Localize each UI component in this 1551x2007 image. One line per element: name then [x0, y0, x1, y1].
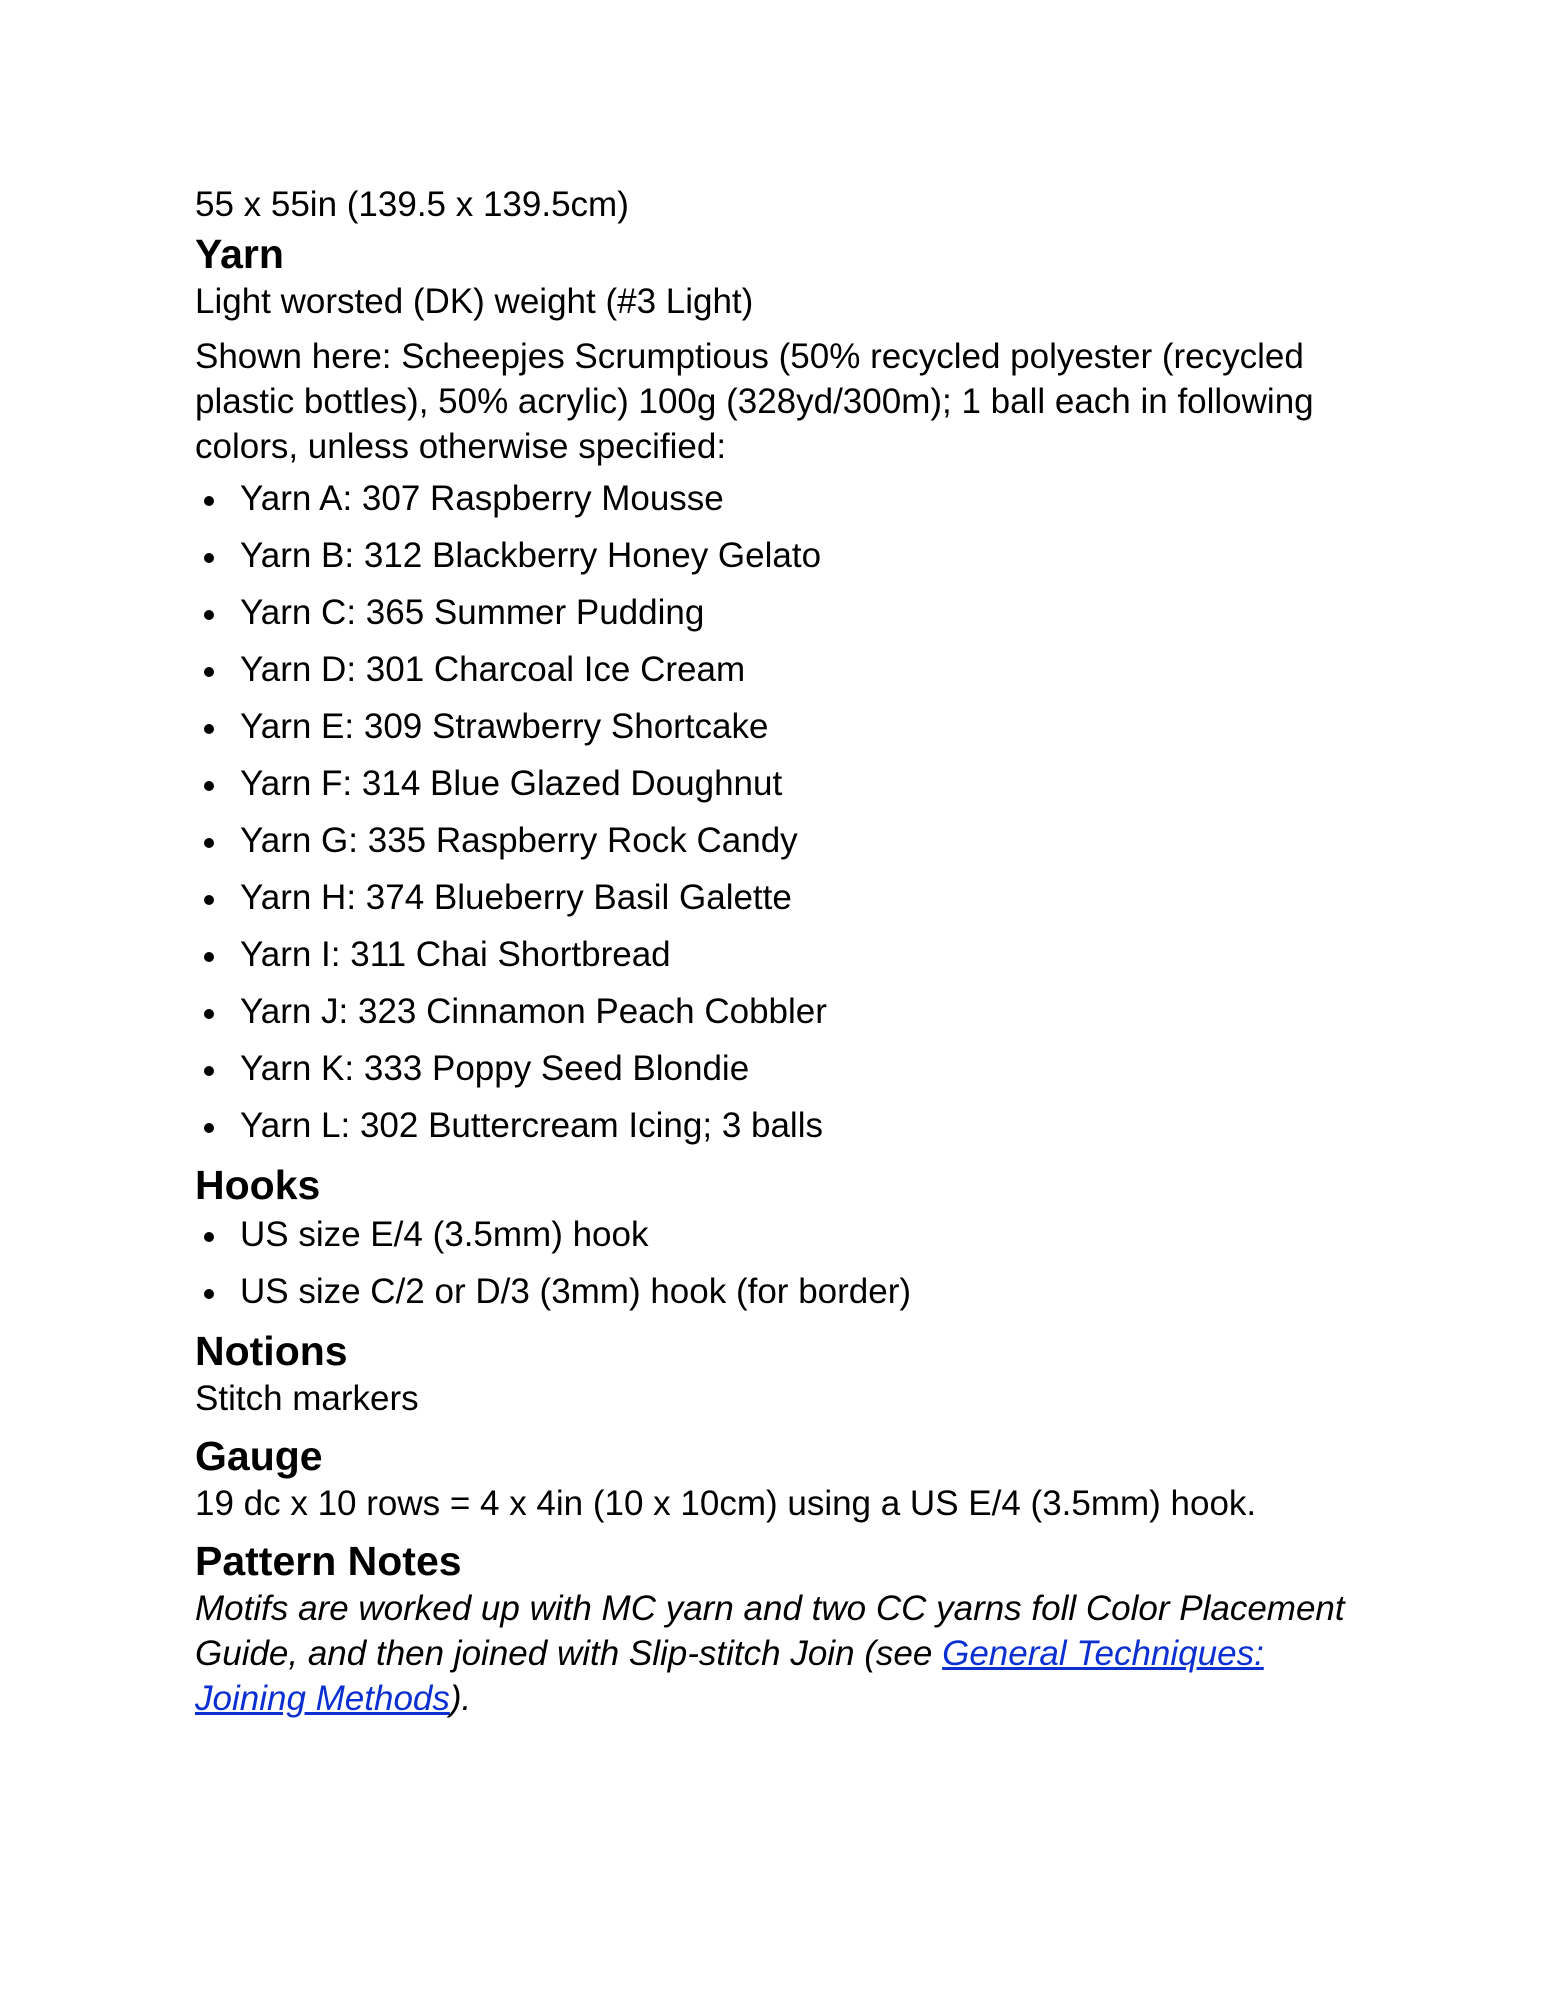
list-item: [195, 1046, 1375, 1091]
pattern-notes-text: [195, 1586, 1375, 1721]
yarn-item-label: Yarn J: 323 Cinnamon Peach Cobbler: [240, 992, 827, 1031]
bullet-icon: [204, 895, 214, 905]
list-item: [195, 761, 1375, 806]
bullet-icon: [204, 1066, 214, 1076]
notions-heading: Notions: [195, 1328, 348, 1374]
yarn-item-label: Yarn L: 302 Buttercream Icing; 3 balls: [240, 1106, 823, 1145]
bullet-icon: [204, 1123, 214, 1133]
yarn-weight: Light worsted (DK) weight (#3 Light): [195, 282, 754, 321]
list-item: [195, 989, 1375, 1034]
joining-methods-link[interactable]: General Techniques: Joining Methods: [195, 1634, 1264, 1718]
list-item: [195, 476, 1375, 521]
yarn-list: [195, 476, 1375, 1148]
bullet-icon: [204, 496, 214, 506]
yarn-shown-here: Shown here: Scheepjes Scrumptious (50% recycled polyester (recycled plastic bottles), 50% acrylic) 100g (328yd/300m); 1 ball each in following colors, unless otherwise specified:: [195, 337, 1314, 466]
list-item: [195, 875, 1375, 920]
yarn-item-label: Yarn H: 374 Blueberry Basil Galette: [240, 878, 792, 917]
yarn-heading: Yarn: [195, 231, 284, 277]
list-item: [195, 1103, 1375, 1148]
bullet-icon: [204, 610, 214, 620]
bullet-icon: [204, 1009, 214, 1019]
bullet-icon: [204, 1289, 214, 1299]
yarn-item-label: Yarn K: 333 Poppy Seed Blondie: [240, 1049, 750, 1088]
list-item: [195, 704, 1375, 749]
gauge-text: 19 dc x 10 rows = 4 x 4in (10 x 10cm) using a US E/4 (3.5mm) hook.: [195, 1484, 1257, 1523]
list-item: [195, 1269, 1375, 1314]
bullet-icon: [204, 724, 214, 734]
yarn-item-label: Yarn I: 311 Chai Shortbread: [240, 935, 671, 974]
bullet-icon: [204, 667, 214, 677]
hook-item-label: US size E/4 (3.5mm) hook: [240, 1215, 649, 1254]
bullet-icon: [204, 781, 214, 791]
list-item: [195, 647, 1375, 692]
bullet-icon: [204, 553, 214, 563]
hooks-list: [195, 1212, 1375, 1314]
list-item: [195, 818, 1375, 863]
pattern-notes-text-after: ).: [449, 1679, 472, 1718]
gauge-heading: Gauge: [195, 1433, 323, 1479]
yarn-item-label: Yarn A: 307 Raspberry Mousse: [240, 479, 724, 518]
bullet-icon: [204, 838, 214, 848]
pattern-notes-heading: Pattern Notes: [195, 1538, 462, 1584]
hook-item-label: US size C/2 or D/3 (3mm) hook (for border): [240, 1272, 912, 1311]
pattern-notes-text-before: Motifs are worked up with MC yarn and two CC yarns foll Color Placement Guide, and then joined with Slip-stitch Join (see: [195, 1589, 1345, 1673]
hooks-heading: Hooks: [195, 1162, 321, 1208]
yarn-item-label: Yarn D: 301 Charcoal Ice Cream: [240, 650, 746, 689]
yarn-item-label: Yarn F: 314 Blue Glazed Doughnut: [240, 764, 783, 803]
list-item: [195, 1212, 1375, 1257]
document-page: [195, 182, 1375, 1721]
list-item: [195, 932, 1375, 977]
list-item: [195, 533, 1375, 578]
bullet-icon: [204, 1232, 214, 1242]
yarn-item-label: Yarn B: 312 Blackberry Honey Gelato: [240, 536, 822, 575]
yarn-item-label: Yarn C: 365 Summer Pudding: [240, 593, 705, 632]
notions-text: Stitch markers: [195, 1379, 419, 1418]
list-item: [195, 590, 1375, 635]
yarn-item-label: Yarn E: 309 Strawberry Shortcake: [240, 707, 769, 746]
finished-size: 55 x 55in (139.5 x 139.5cm): [195, 185, 629, 224]
bullet-icon: [204, 952, 214, 962]
yarn-item-label: Yarn G: 335 Raspberry Rock Candy: [240, 821, 798, 860]
